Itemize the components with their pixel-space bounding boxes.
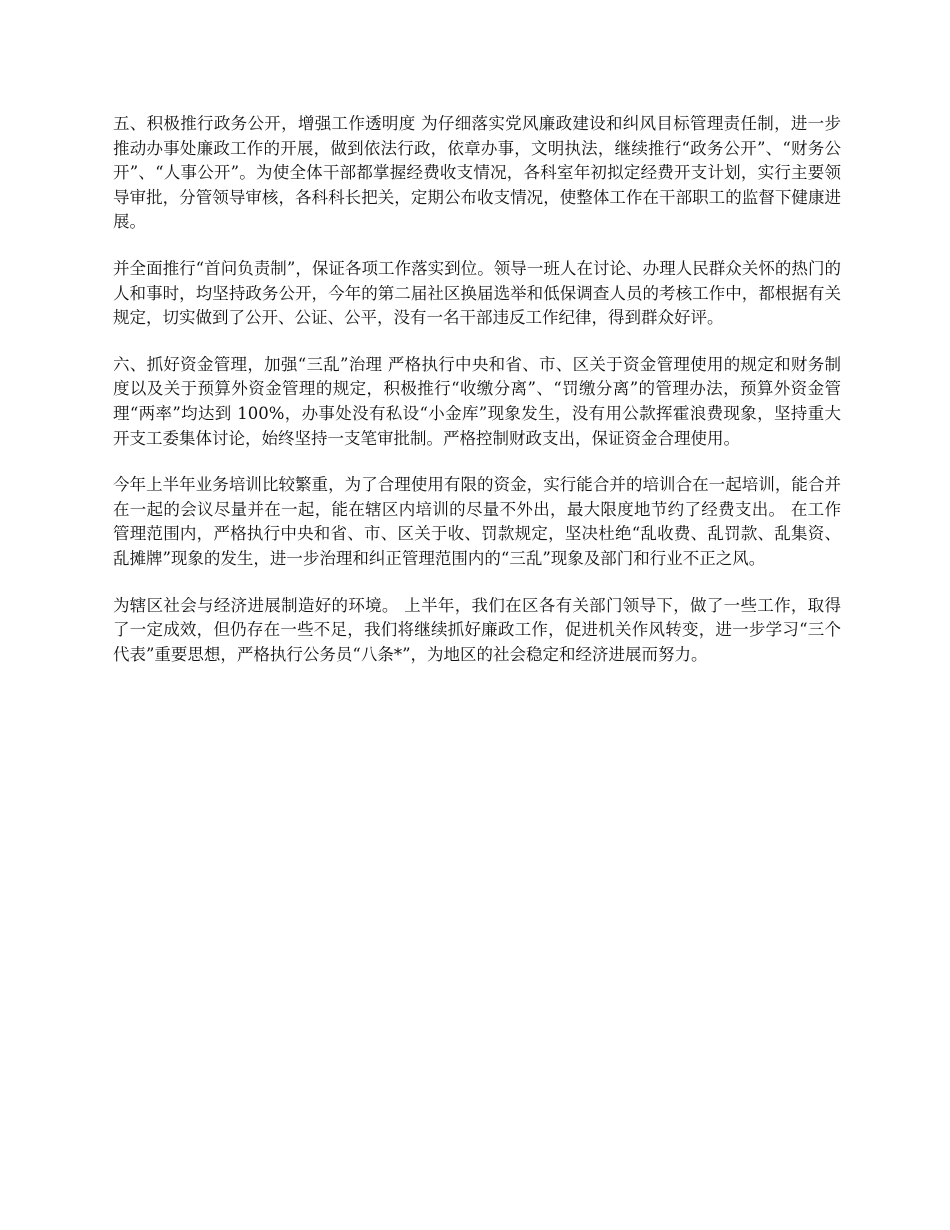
paragraph-fund-management: 六、抓好资金管理，加强“三乱”治理 严格执行中央和省、市、区关于资金管理使用的规定和财务制度以及关于预算外资金管理的规定，积极推行“收缴分离”、“罚缴分离”的管理办法，预算外资金管理“两率”均达到 100%，办事处没有私设“小金库”现象发生，没有用公款挥霍浪费现象，坚持重大开支工委集体讨论，始终坚持一支笔审批制。严格控制财政支出，保证资金合理使用。: [113, 354, 841, 448]
paragraph-first-responsibility: 并全面推行“首问负责制”，保证各项工作落实到位。领导一班人在讨论、办理人民群众关怀的热门的人和事时，均坚持政务公开，今年的第二届社区换届选举和低保调查人员的考核工作中，都根据有关规定，切实做到了公开、公证、公平，没有一名干部违反工作纪律，得到群众好评。: [113, 258, 841, 328]
paragraph-open-government: 五、积极推行政务公开，增强工作透明度 为仔细落实党风廉政建设和纠风目标管理责任制，进一步推动办事处廉政工作的开展，做到依法行政，依章办事，文明执法，继续推行“政务公开”、“财务公开”、“人事公开”。为使全体干部都掌握经费收支情况，各科室年初拟定经费开支计划，实行主要领导审批，分管领导审核，各科科长把关，定期公布收支情况，使整体工作在干部职工的监督下健康进展。: [113, 114, 841, 232]
paragraph-summary: 为辖区社会与经济进展制造好的环境。 上半年，我们在区各有关部门领导下，做了一些工作，取得了一定成效，但仍存在一些不足，我们将继续抓好廉政工作，促进机关作风转变，进一步学习“三个代表”重要思想，严格执行公务员“八条*”，为地区的社会稳定和经济进展而努力。: [113, 595, 841, 664]
document-page: [113, 112, 841, 689]
paragraph-training-expenses: 今年上半年业务培训比较繁重，为了合理使用有限的资金，实行能合并的培训合在一起培训，能合并在一起的会议尽量并在一起，能在辖区内培训的尽量不外出，最大限度地节约了经费支出。 在工作管理范围内，严格执行中央和省、市、区关于收、罚款规定，坚决杜绝“乱收费、乱罚款、乱集资、乱摊牌”现象的发生，进一步治理和纠正管理范围内的“三乱”现象及部门和行业不正之风。: [113, 475, 841, 568]
